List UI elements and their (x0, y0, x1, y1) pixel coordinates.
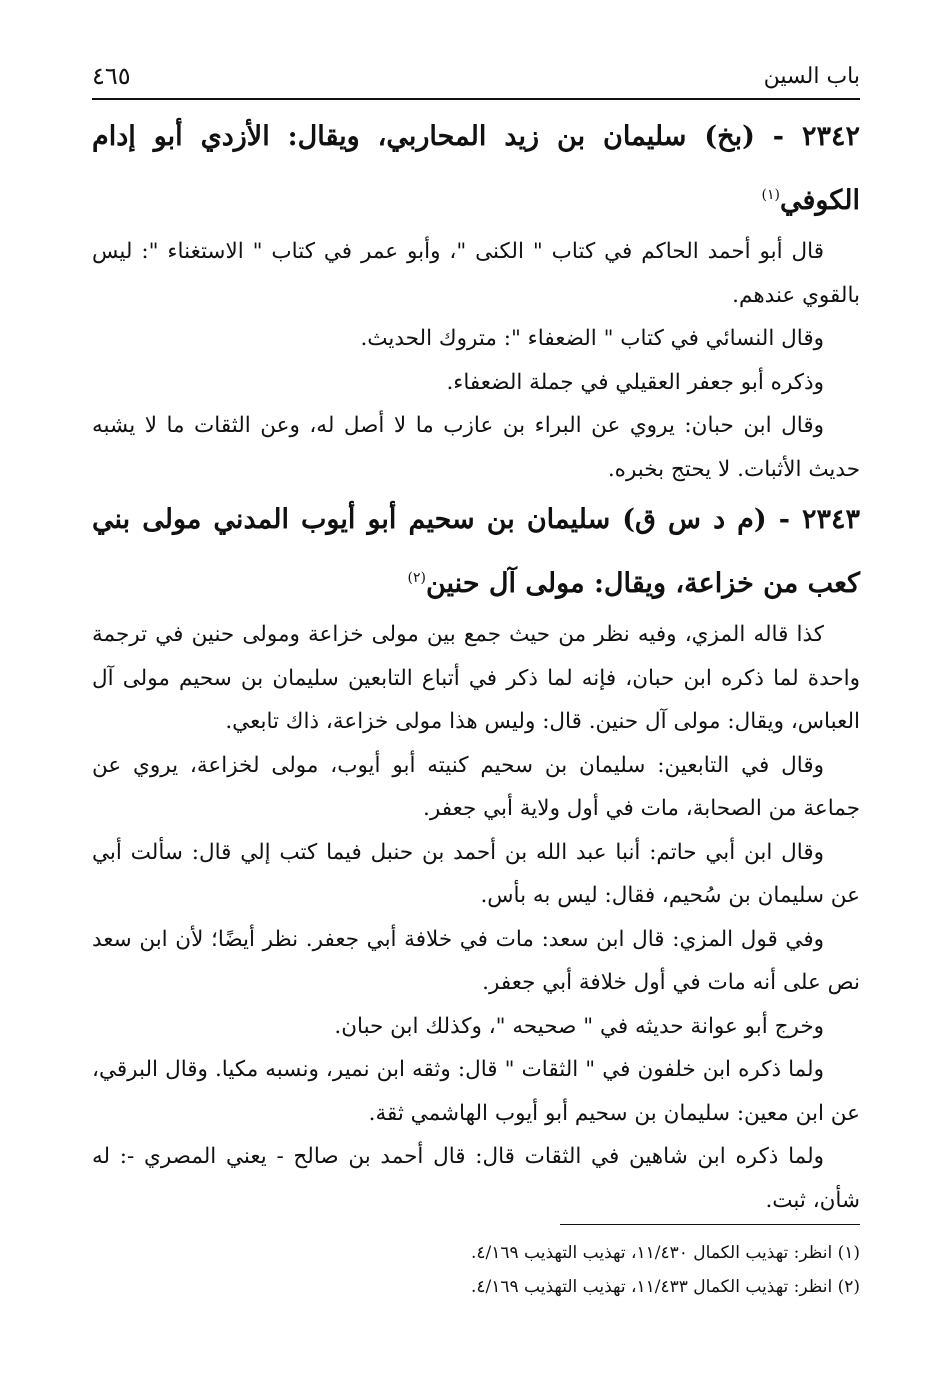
page-number: ٤٦٥ (92, 62, 131, 90)
page-content (92, 108, 860, 1222)
entry-2342 (92, 108, 860, 491)
footnotes (92, 1236, 860, 1304)
footnote-ref: (١) (761, 187, 780, 203)
running-header (92, 58, 860, 100)
entry-heading (92, 108, 860, 230)
chapter-title: باب السين (763, 64, 860, 89)
paragraph: وقال في التابعين: سليمان بن سحيم كنيته أبو أيوب، مولى لخزاعة، يروي عن جماعة من الصحابة، مات في أول ولاية أبي جعفر. (92, 752, 860, 821)
paragraph: وخرج أبو عوانة حديثه في " صحيحه "، وكذلك ابن حبان. (334, 1013, 824, 1039)
entry-heading-text: ٢٣٤٢ - (بخ) سليمان بن زيد المحاربي، ويقال: الأزدي أبو إدام الكوفي (92, 121, 860, 216)
paragraph: ولما ذكره ابن خلفون في " الثقات " قال: وثقه ابن نمير، ونسبه مكيا. وقال البرقي، عن ابن معين: سليمان بن سحيم أبو أيوب الهاشمي ثقة. (92, 1057, 860, 1126)
paragraph: وفي قول المزي: قال ابن سعد: مات في خلافة أبي جعفر. نظر أيضًا؛ لأن ابن سعد نص على أنه مات في أول خلافة أبي جعفر. (92, 926, 860, 995)
footnote-ref: (٢) (407, 570, 426, 586)
footnote-divider (560, 1224, 860, 1225)
paragraph: وقال ابن أبي حاتم: أنبا عبد الله بن أحمد بن حنبل فيما كتب إلي قال: سألت أبي عن سليمان بن سُحيم، فقال: ليس به بأس. (92, 839, 860, 908)
footnote: (١) انظر: تهذيب الكمال ١١/٤٣٠، تهذيب التهذيب ٤/١٦٩. (470, 1243, 860, 1263)
entry-2343 (92, 491, 860, 1222)
paragraph: وقال ابن حبان: يروي عن البراء بن عازب ما لا أصل له، وعن الثقات ما لا يشبه حديث الأثبات. لا يحتج بخبره. (92, 413, 860, 482)
paragraph: كذا قاله المزي، وفيه نظر من حيث جمع بين مولى خزاعة ومولى حنين في ترجمة واحدة لما ذكره ابن حبان، فإنه لما ذكر في أتباع التابعين سليمان بن سحيم مولى آل العباس، ويقال: مولى آل حنين. قال: وليس هذا مولى خزاعة، ذاك تابعي. (92, 622, 860, 734)
footnote: (٢) انظر: تهذيب الكمال ١١/٤٣٣، تهذيب التهذيب ٤/١٦٩. (470, 1277, 860, 1297)
paragraph: قال أبو أحمد الحاكم في كتاب " الكنى "، وأبو عمر في كتاب " الاستغناء ": ليس بالقوي عندهم. (92, 239, 860, 308)
entry-heading (92, 491, 860, 613)
paragraph: وقال النسائي في كتاب " الضعفاء ": متروك الحديث. (360, 326, 824, 351)
entry-heading-text: ٢٣٤٣ - (م د س ق) سليمان بن سحيم أبو أيوب المدني مولى بني كعب من خزاعة، ويقال: مولى آل حنين (92, 504, 860, 599)
paragraph: ولما ذكره ابن شاهين في الثقات قال: قال أحمد بن صالح - يعني المصري -: له شأن، ثبت. (92, 1144, 860, 1213)
paragraph: وذكره أبو جعفر العقيلي في جملة الضعفاء. (446, 369, 824, 395)
